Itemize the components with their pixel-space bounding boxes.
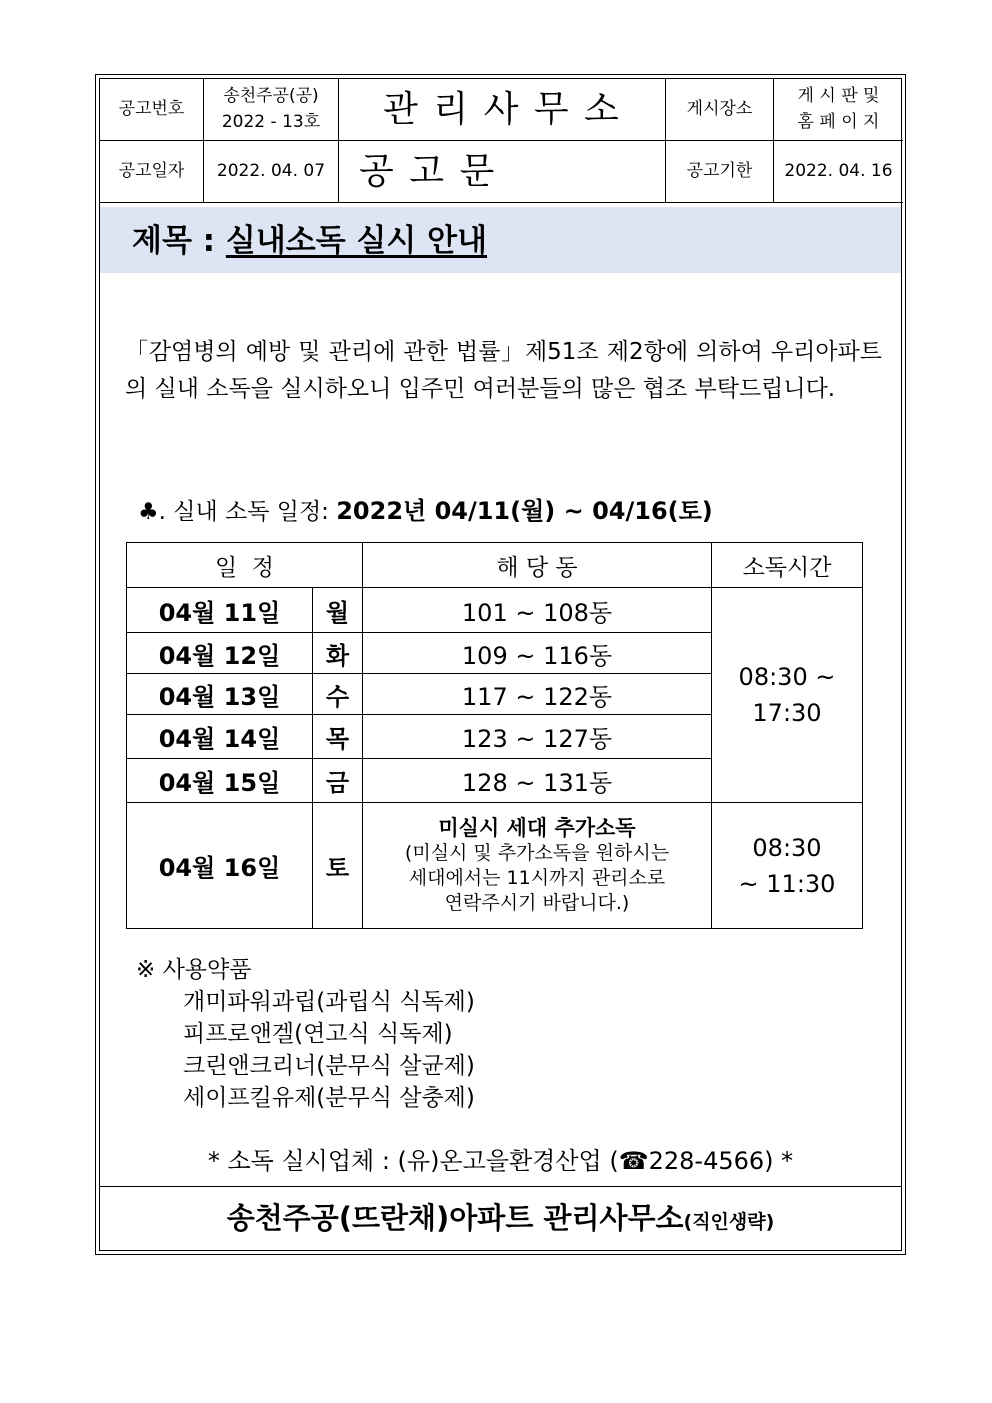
notice-body: 「감염병의 예방 및 관리에 관한 법률」제51조 제2항에 의하여 우리아파트의 실내 소독을 실시하오니 입주민 여러분들의 많은 협조 부탁드립니다. [125,339,882,402]
notice-date-label: 공고일자 [100,141,204,203]
notice-number-line2: 2022 - 13호 [221,111,321,132]
row-buildings: 109 ~ 116동 [363,633,712,674]
row-date: 04월 14일 [127,715,313,759]
col-building-header: 해 당 동 [363,543,712,588]
row-date: 04월 15일 [127,759,313,803]
list-item: 개미파워과립(과립식 식독제) [183,989,475,1015]
list-item: 피프로앤겔(연고식 식독제) [183,1021,453,1047]
subject-heading [132,215,487,260]
title-line-1: 관 리 사 무 소 [339,79,666,141]
weekday-time-line2: 17:30 [752,699,822,727]
deadline-value: 2022. 04. 16 [774,141,903,203]
row-buildings: 128 ~ 131동 [363,759,712,803]
row-day: 화 [313,633,363,674]
place-label: 게시장소 [666,79,774,141]
row-day: 금 [313,759,363,803]
schedule-table [126,542,863,929]
row-day: 목 [313,715,363,759]
last-row-time-1: 08:30 [752,833,822,862]
footer-divider [100,1186,901,1187]
last-row-note-2: 세대에서는 11시까지 관리소로 [408,866,666,889]
notice-number-line1: 송천주공(공) [223,86,319,106]
row-buildings: 101 ~ 108동 [363,588,712,633]
vendor-line: * 소독 실시업체 : (유)온고을환경산업 (☎228-4566) * [207,1147,794,1175]
title-line-2 [339,141,666,203]
last-row-buildings [363,803,712,929]
row-day: 월 [313,588,363,633]
last-row-day: 토 [313,803,363,929]
last-row-note-3: 연락주시기 바랍니다.) [444,891,630,914]
subject-bar [100,207,901,273]
subject-title: 실내소독 실시 안내 [225,223,488,259]
subject-prefix: 제목 : [132,223,226,259]
notice-frame [95,74,906,1255]
last-row-note-1: (미실시 및 추가소독을 원하시는 [404,841,670,864]
row-date: 04월 11일 [127,588,313,633]
last-row-time [712,803,863,929]
place-value [774,79,903,141]
row-buildings: 123 ~ 127동 [363,715,712,759]
schedule-header-row [127,543,863,588]
schedule-heading [138,491,713,526]
last-row-time-2: ~ 11:30 [738,869,836,898]
last-row-date: 04월 16일 [127,803,313,929]
table-row [127,803,863,929]
office-name: 송천주공(뜨란채)아파트 관리사무소 [226,1201,684,1235]
notice-number-value [204,79,339,141]
chemicals-list [136,954,475,1114]
schedule-label: ♣. 실내 소독 일정: [138,499,337,525]
title-line-2-text: 공 고 문 [359,150,497,192]
seal-omitted: (직인생략) [683,1211,775,1233]
list-item: 크린앤크리너(분무식 살균제) [183,1053,475,1079]
chemicals-label: ※ 사용약품 [136,957,252,983]
row-date: 04월 13일 [127,674,313,715]
row-buildings: 117 ~ 122동 [363,674,712,715]
weekday-time-cell [712,588,863,803]
list-item: 세이프킬유제(분무식 살충제) [183,1085,475,1111]
weekday-time-line1: 08:30 ~ [738,663,836,691]
col-date-header: 일 정 [127,543,363,588]
notice-number-label: 공고번호 [100,79,204,141]
table-row [127,588,863,633]
notice-date-value: 2022. 04. 07 [204,141,339,203]
row-day: 수 [313,674,363,715]
row-date: 04월 12일 [127,633,313,674]
last-row-title: 미실시 세대 추가소독 [438,815,636,840]
notice-inner-border [99,78,902,1251]
place-value-line1: 게 시 판 및 [797,86,880,106]
deadline-label: 공고기한 [666,141,774,203]
footer-signature [100,1196,901,1237]
place-value-line2: 홈 페 이 지 [797,111,880,132]
col-time-header: 소독시간 [712,543,863,588]
schedule-range: 2022년 04/11(월) ~ 04/16(토) [336,497,713,525]
